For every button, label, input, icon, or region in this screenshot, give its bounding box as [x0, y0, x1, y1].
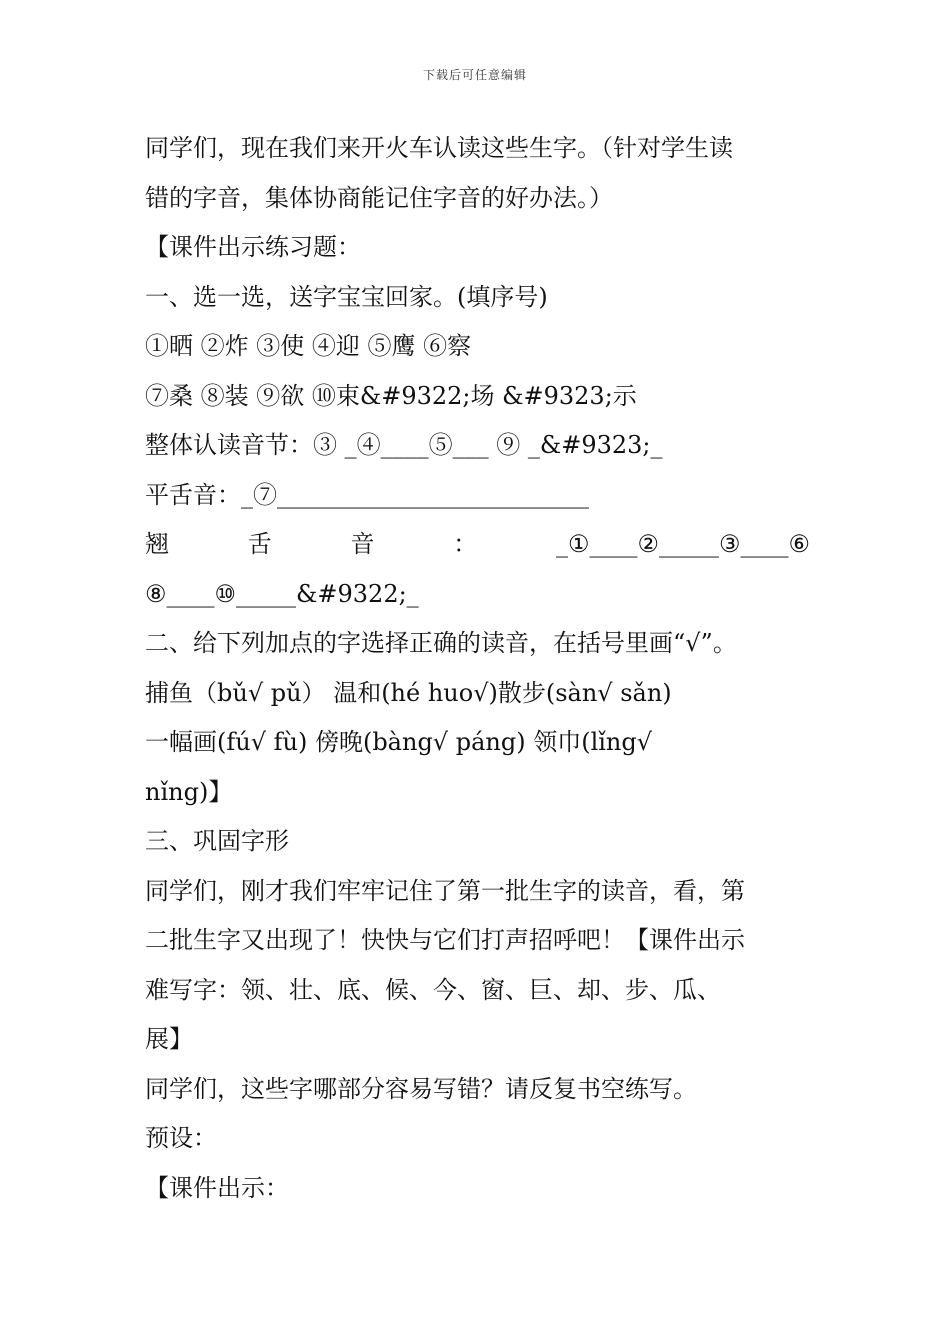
character-list-line: ①晒 ②炸 ③使 ④迎 ⑤鹰 ⑥察	[145, 332, 472, 360]
exercise-two-title: 二、给下列加点的字选择正确的读音，在括号里画“√”。	[145, 629, 737, 657]
retroflex-answer-blanks: _①____②_____③____⑥	[555, 530, 810, 558]
retroflex-answer	[145, 520, 810, 570]
preset-label: 预设：	[145, 1124, 217, 1152]
paragraph-line: 同学们，这些字哪部分容易写错？请反复书空练写。	[145, 1074, 697, 1103]
retroflex-label-part: 音	[350, 530, 375, 558]
pinyin-choice-line: 捕鱼（bǔ√ pǔ） 温和(hé huo√)散步(sàn√ sǎn)	[145, 678, 672, 707]
pinyin-choice-line: 一幅画(fú√ fù) 傍晚(bàng√ páng) 领巾(lǐng√	[145, 728, 653, 756]
section-three-title: 三、巩固字形	[145, 827, 289, 855]
character-list-line: ⑦桑 ⑧装 ⑨欲 ⑩束&#9322;场 &#9323;示	[145, 381, 637, 410]
retroflex-answer-continued: ⑧____⑩_____&#9322;_	[145, 579, 419, 608]
pinyin-choice-line: nǐng)】	[145, 777, 233, 806]
exercise-one-title: 一、选一选，送字宝宝回家。(填序号)	[145, 282, 548, 311]
paragraph-line: 二批生字又出现了！快快与它们打声招呼吧！【课件出示	[145, 926, 745, 954]
document-body	[145, 124, 810, 1213]
paragraph-line: 同学们，现在我们来开火车认读这些生字。（针对学生读	[145, 134, 733, 162]
retroflex-label-part: 翘	[145, 530, 169, 558]
courseware-heading: 【课件出示：	[145, 1173, 289, 1202]
paragraph-line: 展】	[145, 1025, 193, 1053]
flat-tongue-answer: 平舌音：_⑦__________________________	[145, 480, 589, 509]
retroflex-label-part: 舌	[247, 530, 272, 558]
courseware-heading: 【课件出示练习题：	[145, 233, 361, 261]
paragraph-line: 错的字音，集体协商能记住字音的好办法。）	[145, 183, 613, 212]
paragraph-line: 难写字：领、壮、底、候、今、窗、巨、却、步、瓜、	[145, 975, 721, 1004]
retroflex-label-part: ：	[453, 530, 478, 558]
paragraph-line: 同学们，刚才我们牢牢记住了第一批生字的读音，看，第	[145, 876, 745, 905]
page-header: 下载后可任意编辑	[422, 68, 527, 82]
whole-syllable-answer: 整体认读音节：③ _④____⑤___ ⑨ _&#9323;_	[145, 431, 663, 459]
